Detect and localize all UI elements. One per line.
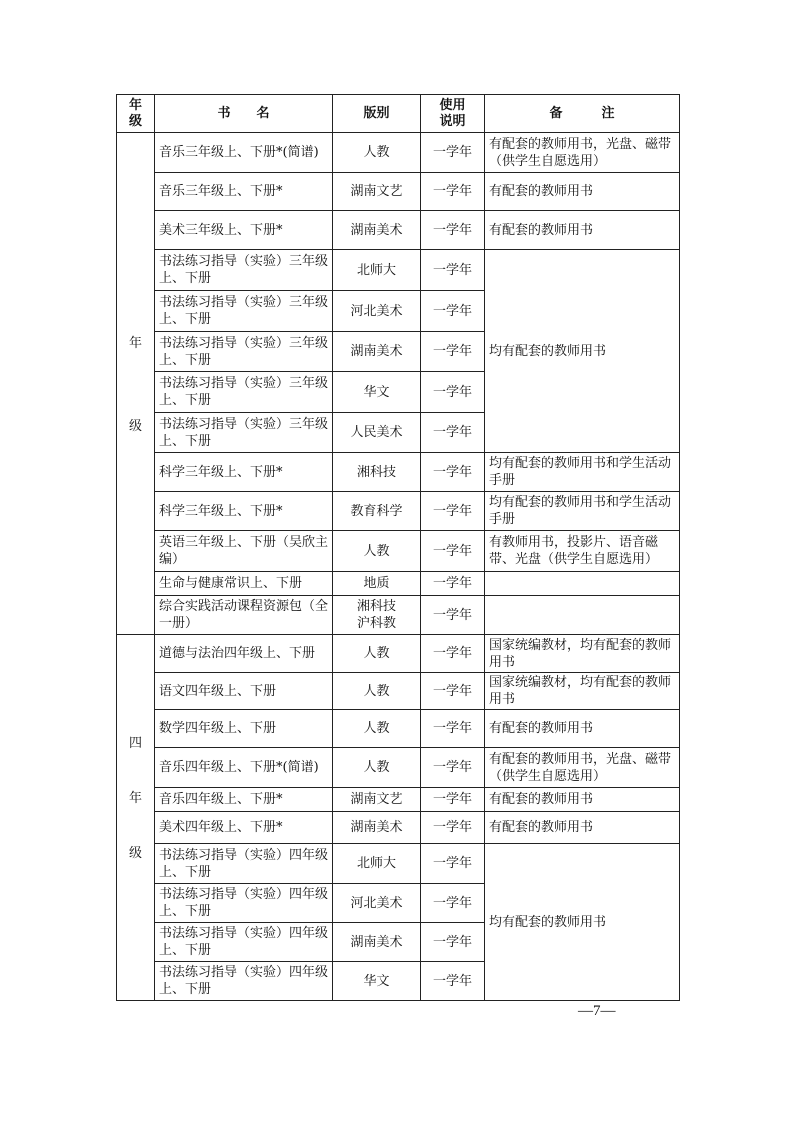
book-name: 数学四年级上、下册 [155, 710, 333, 748]
book-usage: 一学年 [421, 812, 485, 844]
book-remark: 有配套的教师用书 [485, 710, 680, 748]
book-usage: 一学年 [421, 413, 485, 453]
grade-char: 四 [128, 736, 142, 751]
book-usage: 一学年 [421, 748, 485, 788]
book-edition: 华文 [333, 372, 421, 413]
book-edition: 华文 [333, 962, 421, 1001]
table-row [117, 531, 680, 572]
book-edition [333, 596, 421, 635]
table-row [117, 173, 680, 211]
book-name: 书法练习指导（实验）三年级上、下册 [155, 291, 333, 332]
table-row [117, 812, 680, 844]
book-name: 科学三年级上、下册* [155, 453, 333, 492]
book-usage: 一学年 [421, 332, 485, 372]
book-usage: 一学年 [421, 572, 485, 596]
book-edition: 湖南美术 [333, 332, 421, 372]
book-usage: 一学年 [421, 884, 485, 923]
book-usage: 一学年 [421, 372, 485, 413]
book-name: 语文四年级上、下册 [155, 673, 333, 710]
book-remark: 有配套的教师用书 [485, 788, 680, 812]
book-edition: 人民美术 [333, 413, 421, 453]
header-remark: 备 注 [485, 95, 680, 133]
book-edition: 河北美术 [333, 884, 421, 923]
table-row [117, 844, 680, 884]
table-row [117, 133, 680, 173]
book-edition: 湘科技 [333, 453, 421, 492]
book-name: 音乐三年级上、下册* [155, 173, 333, 211]
book-usage: 一学年 [421, 211, 485, 250]
book-usage: 一学年 [421, 962, 485, 1001]
book-edition: 人教 [333, 748, 421, 788]
book-name: 书法练习指导（实验）三年级上、下册 [155, 332, 333, 372]
book-remark: 有配套的教师用书 [485, 211, 680, 250]
book-edition: 人教 [333, 710, 421, 748]
grade-char: 级 [128, 418, 142, 434]
edition-line: 沪科教 [356, 616, 396, 631]
header-title: 书 名 [155, 95, 333, 133]
book-usage: 一学年 [421, 710, 485, 748]
book-remark: 有配套的教师用书 [485, 812, 680, 844]
book-edition: 北师大 [333, 250, 421, 291]
header-grade: 年级 [117, 95, 155, 133]
book-name: 书法练习指导（实验）四年级上、下册 [155, 884, 333, 923]
table-row [117, 572, 680, 596]
book-remark: 均有配套的教师用书 [485, 250, 680, 453]
book-name: 音乐四年级上、下册*(简谱) [155, 748, 333, 788]
book-name: 书法练习指导（实验）三年级上、下册 [155, 413, 333, 453]
book-usage: 一学年 [421, 596, 485, 635]
book-remark: 有教师用书，投影片、语音磁带、光盘（供学生自愿选用） [485, 531, 680, 572]
book-usage: 一学年 [421, 453, 485, 492]
table-row [117, 748, 680, 788]
grade-cell-3 [117, 133, 155, 635]
book-name: 书法练习指导（实验）四年级上、下册 [155, 844, 333, 884]
book-usage: 一学年 [421, 173, 485, 211]
table-row [117, 211, 680, 250]
book-name: 音乐四年级上、下册* [155, 788, 333, 812]
book-edition: 地质 [333, 572, 421, 596]
book-edition: 人教 [333, 635, 421, 673]
book-name: 书法练习指导（实验）三年级上、下册 [155, 250, 333, 291]
book-name: 综合实践活动课程资源包（全一册） [155, 596, 333, 635]
book-edition: 湖南文艺 [333, 173, 421, 211]
book-name: 英语三年级上、下册（吴欣主编） [155, 531, 333, 572]
book-name: 科学三年级上、下册* [155, 492, 333, 531]
book-edition: 人教 [333, 531, 421, 572]
book-usage: 一学年 [421, 923, 485, 962]
table-row [117, 596, 680, 635]
book-usage: 一学年 [421, 788, 485, 812]
grade-char: 年 [128, 791, 142, 806]
book-remark: 有配套的教师用书，光盘、磁带（供学生自愿选用） [485, 133, 680, 173]
book-remark: 均有配套的教师用书和学生活动手册 [485, 492, 680, 531]
book-remark: 有配套的教师用书，光盘、磁带（供学生自愿选用） [485, 748, 680, 788]
edition-line: 湘科技 [356, 599, 396, 614]
book-remark [485, 596, 680, 635]
book-remark: 均有配套的教师用书和学生活动手册 [485, 453, 680, 492]
table-row [117, 492, 680, 531]
book-name: 道德与法治四年级上、下册 [155, 635, 333, 673]
book-usage: 一学年 [421, 844, 485, 884]
table-row [117, 673, 680, 710]
table-row [117, 788, 680, 812]
book-name: 书法练习指导（实验）四年级上、下册 [155, 962, 333, 1001]
grade-cell-4 [117, 635, 155, 1001]
header-edition: 版别 [333, 95, 421, 133]
book-name: 音乐三年级上、下册*(简谱) [155, 133, 333, 173]
book-edition: 河北美术 [333, 291, 421, 332]
header-usage: 使用说明 [421, 95, 485, 133]
book-edition: 湖南美术 [333, 923, 421, 962]
table-row [117, 710, 680, 748]
table-row [117, 250, 680, 291]
book-edition: 湖南美术 [333, 211, 421, 250]
book-usage: 一学年 [421, 133, 485, 173]
book-usage: 一学年 [421, 673, 485, 710]
book-usage: 一学年 [421, 291, 485, 332]
book-name: 美术四年级上、下册* [155, 812, 333, 844]
grade-char: 级 [128, 846, 142, 861]
book-remark [485, 572, 680, 596]
book-usage: 一学年 [421, 635, 485, 673]
book-remark: 国家统编教材，均有配套的教师用书 [485, 635, 680, 673]
table-row [117, 635, 680, 673]
book-name: 书法练习指导（实验）三年级上、下册 [155, 372, 333, 413]
book-edition: 湖南文艺 [333, 788, 421, 812]
book-edition: 人教 [333, 673, 421, 710]
book-usage: 一学年 [421, 492, 485, 531]
book-usage: 一学年 [421, 250, 485, 291]
book-usage: 一学年 [421, 531, 485, 572]
book-name: 美术三年级上、下册* [155, 211, 333, 250]
book-edition: 湖南美术 [333, 812, 421, 844]
table-row [117, 453, 680, 492]
book-name: 生命与健康常识上、下册 [155, 572, 333, 596]
textbook-table [116, 94, 680, 1001]
book-remark: 均有配套的教师用书 [485, 844, 680, 1001]
book-edition: 教育科学 [333, 492, 421, 531]
page-number: —7— [578, 1003, 616, 1019]
book-remark: 国家统编教材，均有配套的教师用书 [485, 673, 680, 710]
book-name: 书法练习指导（实验）四年级上、下册 [155, 923, 333, 962]
textbook-table-page [116, 94, 679, 1001]
grade-char: 年 [128, 335, 142, 351]
book-edition: 北师大 [333, 844, 421, 884]
header-row [117, 95, 680, 133]
book-edition: 人教 [333, 133, 421, 173]
book-remark: 有配套的教师用书 [485, 173, 680, 211]
